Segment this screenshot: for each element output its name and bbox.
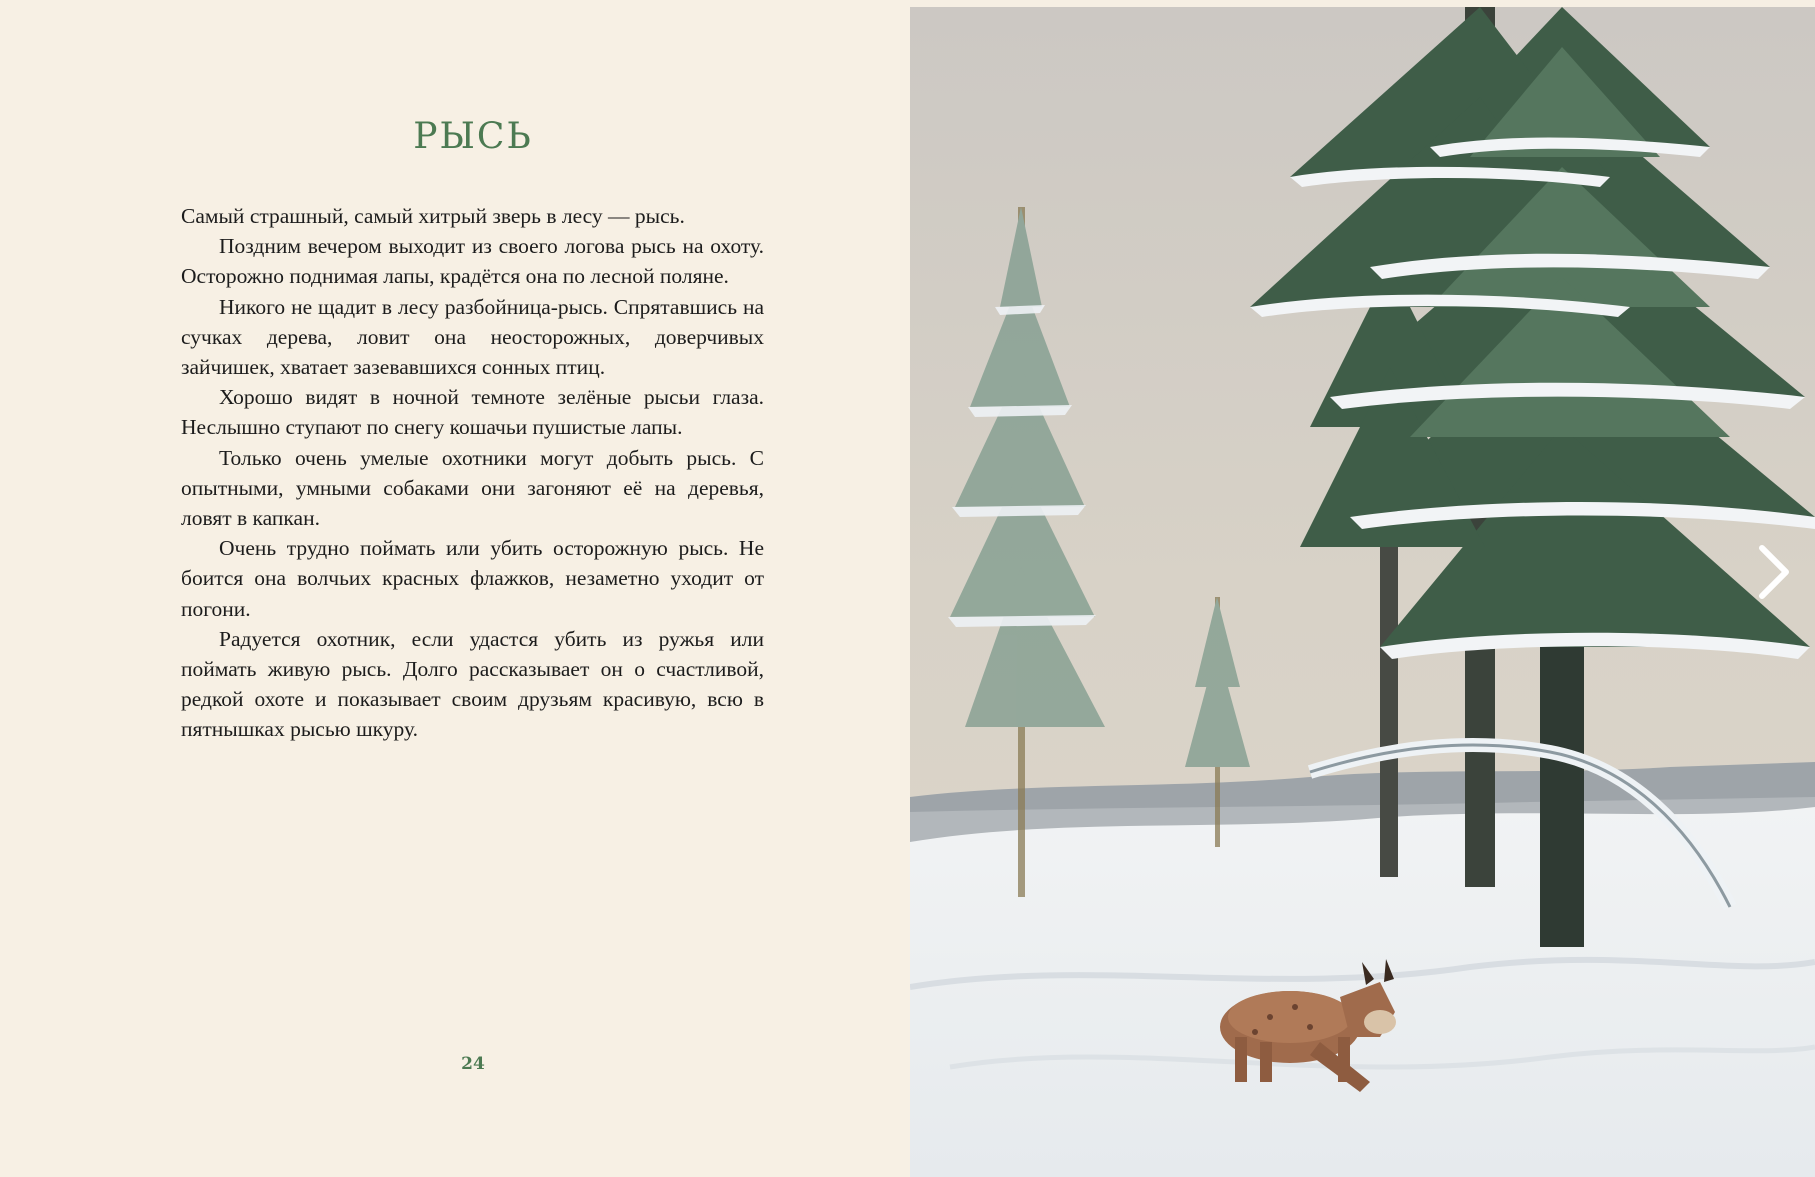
winter-forest-lynx-illustration bbox=[910, 7, 1815, 1177]
page-number: 24 bbox=[461, 1054, 485, 1074]
chevron-right-icon bbox=[1752, 540, 1796, 604]
paragraph: Радуется охотник, если удастся убить из ружья или поймать живую рысь. Долго рассказывает он о счастливой, редкой охоте и показывает своим друзьям красивую, всю в пятнышках рысью шкуру. bbox=[181, 626, 764, 742]
paragraph: Никого не щадит в лесу разбойница-рысь. Спрятавшись на сучках дерева, ловит она неосторожных, доверчивых зайчишек, хватает зазевавшихся сонных птиц. bbox=[181, 294, 764, 380]
chapter-title: РЫСЬ bbox=[413, 116, 533, 157]
illustration-page bbox=[910, 7, 1815, 1177]
paragraph: Поздним вечером выходит из своего логова рысь на охоту. Осторожно поднимая лапы, крадётся она по лесной поляне. bbox=[181, 234, 764, 289]
next-page-button[interactable] bbox=[1752, 540, 1796, 604]
paragraph: Только очень умелые охотники могут добыть рысь. С опытными, умными собаками они загоняют её на деревья, ловят в капкан. bbox=[181, 445, 764, 531]
paragraph: Очень трудно поймать или убить осторожную рысь. Не боится она волчьих красных флажков, незаметно уходит от погони. bbox=[181, 536, 764, 621]
paragraph: Самый страшный, самый хитрый зверь в лесу — рысь. bbox=[181, 204, 685, 228]
paragraph: Хорошо видят в ночной темноте зелёные рысьи глаза. Неслышно ступают по снегу кошачьи пушистые лапы. bbox=[181, 385, 764, 440]
story-text bbox=[181, 201, 764, 745]
